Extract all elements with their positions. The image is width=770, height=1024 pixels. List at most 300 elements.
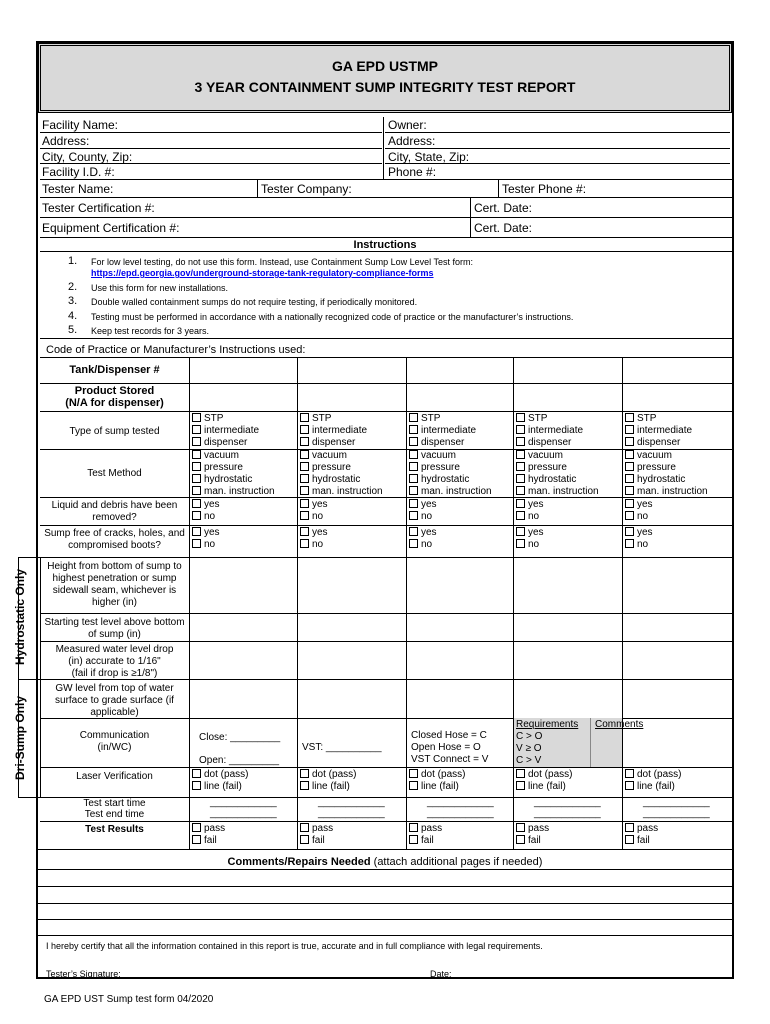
sump-type-option[interactable] xyxy=(192,437,259,449)
sump-free-option[interactable] xyxy=(192,527,220,539)
liquid-removed-option[interactable] xyxy=(625,511,653,523)
laser-group xyxy=(409,769,465,793)
sump-free-group xyxy=(516,527,544,551)
comments-title: Comments xyxy=(595,719,644,730)
liquid-removed-option[interactable] xyxy=(300,499,328,511)
checkbox[interactable] xyxy=(625,413,634,422)
sump-type-group xyxy=(300,413,367,449)
instruction-text: For low level testing, do not use this form. Instead, use Containment Sump Low Level Test form: xyxy=(91,257,474,267)
sump-free-option[interactable] xyxy=(409,527,437,539)
option-label: pressure xyxy=(312,462,351,473)
checkbox[interactable] xyxy=(300,835,309,844)
test-method-option[interactable] xyxy=(192,450,275,462)
laser-option[interactable] xyxy=(516,769,572,781)
test-result-option[interactable] xyxy=(625,835,658,847)
option-label: intermediate xyxy=(528,425,584,436)
facility-name-field[interactable]: Facility Name: xyxy=(42,118,119,132)
option-label: no xyxy=(421,539,433,550)
option-label: fail xyxy=(421,835,434,846)
test-method-group xyxy=(516,450,599,498)
option-label: no xyxy=(637,539,649,550)
sump-free-option[interactable] xyxy=(300,527,328,539)
checkbox[interactable] xyxy=(516,527,525,536)
option-label: fail xyxy=(637,835,650,846)
checkbox[interactable] xyxy=(192,474,201,483)
checkbox[interactable] xyxy=(516,462,525,471)
row-label-tank: Tank/Dispenser # xyxy=(69,364,160,376)
row-label-product: Product Stored xyxy=(74,385,155,397)
checkbox[interactable] xyxy=(192,462,201,471)
instructions-title: Instructions xyxy=(353,239,417,251)
option-label: man. instruction xyxy=(421,486,492,497)
liquid-removed-group xyxy=(516,499,544,523)
sump-free-option[interactable] xyxy=(192,539,220,551)
test-method-group xyxy=(409,450,492,498)
test-result-option[interactable] xyxy=(625,823,658,835)
sump-free-group xyxy=(300,527,328,551)
liquid-removed-group xyxy=(300,499,328,523)
start-time-field[interactable]: ____________ xyxy=(318,797,385,808)
legend-open-hose: Open Hose = O xyxy=(411,742,481,753)
test-method-option[interactable] xyxy=(516,474,599,486)
laser-option[interactable] xyxy=(625,781,681,793)
option-label: yes xyxy=(421,499,437,510)
test-method-option[interactable] xyxy=(409,462,492,474)
divider xyxy=(385,148,730,149)
sump-free-group xyxy=(409,527,437,551)
end-time-field[interactable]: ____________ xyxy=(210,808,277,819)
option-label: STP xyxy=(528,413,548,424)
test-method-option[interactable] xyxy=(409,474,492,486)
divider xyxy=(40,163,382,164)
liquid-removed-group xyxy=(625,499,653,523)
option-label: yes xyxy=(528,527,544,538)
forms-link[interactable]: https://epd.georgia.gov/underground-storage-tank-regulatory-compliance-forms xyxy=(91,268,434,278)
checkbox[interactable] xyxy=(625,769,634,778)
divider xyxy=(383,117,384,179)
option-label: hydrostatic xyxy=(637,474,686,485)
checkbox[interactable] xyxy=(625,486,634,495)
checkbox[interactable] xyxy=(409,835,418,844)
row-label-liquid-2: removed? xyxy=(92,512,137,523)
end-time-field[interactable]: ____________ xyxy=(318,808,385,819)
instruction-num: 3. xyxy=(68,295,78,307)
checkbox[interactable] xyxy=(409,781,418,790)
test-result-option[interactable] xyxy=(192,835,225,847)
sump-type-option[interactable] xyxy=(300,425,367,437)
sump-type-option[interactable] xyxy=(516,425,583,437)
liquid-removed-option[interactable] xyxy=(409,511,437,523)
checkbox[interactable] xyxy=(300,425,309,434)
test-method-option[interactable] xyxy=(625,474,708,486)
hydrostatic-only-label: Hydrostatic Only xyxy=(13,568,27,666)
option-label: dot (pass) xyxy=(421,769,466,780)
test-method-option[interactable] xyxy=(625,486,708,498)
sump-free-option[interactable] xyxy=(625,539,653,551)
option-label: man. instruction xyxy=(204,486,275,497)
divider xyxy=(40,357,732,358)
owner-phone-field[interactable]: Phone #: xyxy=(388,165,437,179)
option-label: vacuum xyxy=(528,450,564,461)
option-label: line (fail) xyxy=(528,781,566,792)
option-label: intermediate xyxy=(312,425,368,436)
checkbox[interactable] xyxy=(300,769,309,778)
checkbox[interactable] xyxy=(300,781,309,790)
checkbox[interactable] xyxy=(192,499,201,508)
divider xyxy=(385,163,730,164)
checkbox[interactable] xyxy=(516,539,525,548)
end-time-field[interactable]: ____________ xyxy=(534,808,601,819)
row-label-start-level: Starting test level above bottom xyxy=(44,617,185,628)
checkbox[interactable] xyxy=(300,823,309,832)
divider xyxy=(40,251,732,252)
sump-type-option[interactable] xyxy=(300,413,367,425)
checkbox[interactable] xyxy=(409,450,418,459)
tester-company-field[interactable]: Tester Company: xyxy=(261,182,352,196)
test-method-group xyxy=(625,450,708,498)
option-label: yes xyxy=(421,527,437,538)
row-label-test-results: Test Results xyxy=(85,824,144,835)
row-label-sump-free: Sump free of cracks, holes, and xyxy=(44,528,185,539)
comments-heading-bold: Comments/Repairs Needed xyxy=(227,856,371,868)
test-result-group xyxy=(516,823,549,847)
test-method-option[interactable] xyxy=(516,450,599,462)
checkbox[interactable] xyxy=(516,781,525,790)
checkbox[interactable] xyxy=(409,539,418,548)
checkbox[interactable] xyxy=(192,413,201,422)
liquid-removed-option[interactable] xyxy=(409,499,437,511)
laser-group xyxy=(625,769,681,793)
option-label: no xyxy=(204,511,216,522)
laser-option[interactable] xyxy=(409,769,465,781)
test-result-option[interactable] xyxy=(409,823,442,835)
option-label: yes xyxy=(637,499,653,510)
sump-free-group xyxy=(192,527,220,551)
test-result-option[interactable] xyxy=(516,835,549,847)
open-field[interactable]: Open: _________ xyxy=(199,755,280,766)
test-method-option[interactable] xyxy=(409,486,492,498)
laser-option[interactable] xyxy=(192,781,248,793)
option-label: yes xyxy=(204,527,220,538)
option-label: dispenser xyxy=(637,437,681,448)
test-method-option[interactable] xyxy=(516,486,599,498)
date-label: Date: xyxy=(430,969,452,979)
checkbox[interactable] xyxy=(192,425,201,434)
checkbox[interactable] xyxy=(409,769,418,778)
option-label: pass xyxy=(421,823,443,834)
sump-type-option[interactable] xyxy=(625,437,692,449)
checkbox[interactable] xyxy=(516,486,525,495)
requirements-title: Requirements xyxy=(516,719,579,730)
checkbox[interactable] xyxy=(192,539,201,548)
option-label: no xyxy=(528,539,540,550)
sump-type-group xyxy=(409,413,476,449)
checkbox[interactable] xyxy=(516,511,525,520)
test-result-option[interactable] xyxy=(516,823,549,835)
checkbox[interactable] xyxy=(409,437,418,446)
option-label: vacuum xyxy=(421,450,457,461)
instruction-text: Testing must be performed in accordance with a nationally recognized code of practice or the manufacturer’s instructions. xyxy=(91,312,574,322)
close-field[interactable]: Close: _________ xyxy=(199,732,281,743)
checkbox[interactable] xyxy=(625,450,634,459)
checkbox[interactable] xyxy=(625,781,634,790)
row-label-end-time: Test end time xyxy=(84,809,145,820)
signature-line[interactable] xyxy=(135,977,355,978)
liquid-removed-option[interactable] xyxy=(625,499,653,511)
option-label: intermediate xyxy=(637,425,693,436)
laser-option[interactable] xyxy=(625,769,681,781)
checkbox[interactable] xyxy=(300,474,309,483)
laser-option[interactable] xyxy=(300,781,356,793)
divider xyxy=(40,148,382,149)
sump-free-option[interactable] xyxy=(409,539,437,551)
divider xyxy=(38,935,732,936)
checkbox[interactable] xyxy=(516,425,525,434)
laser-option[interactable] xyxy=(300,769,356,781)
sump-type-option[interactable] xyxy=(192,425,259,437)
row-label-drop: Measured water level drop xyxy=(55,644,174,655)
owner-city-field[interactable]: City, State, Zip: xyxy=(388,150,470,164)
row-label-height: Height from bottom of sump to xyxy=(47,561,182,572)
checkbox[interactable] xyxy=(192,527,201,536)
checkbox[interactable] xyxy=(300,437,309,446)
sump-type-group xyxy=(516,413,583,449)
signature-label: Tester’s Signature: xyxy=(46,969,121,979)
sump-type-option[interactable] xyxy=(409,437,476,449)
test-method-option[interactable] xyxy=(192,486,275,498)
checkbox[interactable] xyxy=(516,499,525,508)
header-agency: GA EPD USTMP xyxy=(331,58,439,74)
checkbox[interactable] xyxy=(516,835,525,844)
test-method-option[interactable] xyxy=(192,462,275,474)
instruction-text: Keep test records for 3 years. xyxy=(91,326,210,336)
option-label: yes xyxy=(204,499,220,510)
requirement-3: C > V xyxy=(516,755,542,766)
option-label: vacuum xyxy=(637,450,673,461)
start-time-field[interactable]: ____________ xyxy=(427,797,494,808)
start-time-field[interactable]: ____________ xyxy=(643,797,710,808)
checkbox[interactable] xyxy=(409,527,418,536)
sump-type-option[interactable] xyxy=(625,425,692,437)
row-label-sump-type: Type of sump tested xyxy=(69,426,160,437)
row-label-liquid: Liquid and debris have been xyxy=(51,500,178,511)
checkbox[interactable] xyxy=(300,450,309,459)
checkbox[interactable] xyxy=(516,413,525,422)
option-label: pressure xyxy=(637,462,676,473)
row-label-communication: Communication xyxy=(79,730,150,741)
checkbox[interactable] xyxy=(300,511,309,520)
option-label: fail xyxy=(528,835,541,846)
test-method-option[interactable] xyxy=(516,462,599,474)
sump-type-option[interactable] xyxy=(192,413,259,425)
divider xyxy=(38,869,732,870)
divider xyxy=(40,132,382,133)
code-of-practice-field[interactable]: Code of Practice or Manufacturer’s Instructions used: xyxy=(46,344,306,356)
checkbox[interactable] xyxy=(625,474,634,483)
test-result-option[interactable] xyxy=(409,835,442,847)
checkbox[interactable] xyxy=(300,539,309,548)
liquid-removed-option[interactable] xyxy=(192,511,220,523)
test-result-option[interactable] xyxy=(192,823,225,835)
equipment-cert-date-field[interactable]: Cert. Date: xyxy=(474,221,533,235)
divider xyxy=(498,179,499,197)
option-label: no xyxy=(637,511,649,522)
test-result-option[interactable] xyxy=(300,835,333,847)
sump-free-option[interactable] xyxy=(516,539,544,551)
comments-heading-note: (attach additional pages if needed) xyxy=(370,856,543,868)
option-label: pass xyxy=(528,823,550,834)
checkbox[interactable] xyxy=(625,425,634,434)
checkbox[interactable] xyxy=(300,527,309,536)
option-label: no xyxy=(312,511,324,522)
sump-free-option[interactable] xyxy=(625,527,653,539)
checkbox[interactable] xyxy=(409,413,418,422)
checkbox[interactable] xyxy=(192,511,201,520)
checkbox[interactable] xyxy=(409,425,418,434)
checkbox[interactable] xyxy=(192,781,201,790)
test-result-group xyxy=(409,823,442,847)
checkbox[interactable] xyxy=(192,835,201,844)
checkbox[interactable] xyxy=(409,823,418,832)
checkbox[interactable] xyxy=(300,413,309,422)
divider xyxy=(40,179,732,180)
checkbox[interactable] xyxy=(409,511,418,520)
option-label: hydrostatic xyxy=(204,474,253,485)
liquid-removed-option[interactable] xyxy=(192,499,220,511)
liquid-removed-option[interactable] xyxy=(516,499,544,511)
option-label: fail xyxy=(312,835,325,846)
checkbox[interactable] xyxy=(516,474,525,483)
divider xyxy=(590,718,591,767)
test-method-option[interactable] xyxy=(409,450,492,462)
liquid-removed-group xyxy=(192,499,220,523)
checkbox[interactable] xyxy=(625,823,634,832)
test-result-option[interactable] xyxy=(300,823,333,835)
tester-name-field[interactable]: Tester Name: xyxy=(42,182,114,196)
test-method-option[interactable] xyxy=(625,462,708,474)
end-time-field[interactable]: ____________ xyxy=(427,808,494,819)
test-result-group xyxy=(625,823,658,847)
checkbox[interactable] xyxy=(409,474,418,483)
option-label: vacuum xyxy=(312,450,348,461)
sump-type-option[interactable] xyxy=(300,437,367,449)
checkbox[interactable] xyxy=(516,450,525,459)
checkbox[interactable] xyxy=(192,769,201,778)
checkbox[interactable] xyxy=(192,486,201,495)
test-result-group xyxy=(192,823,225,847)
checkbox[interactable] xyxy=(625,527,634,536)
checkbox[interactable] xyxy=(516,437,525,446)
checkbox[interactable] xyxy=(192,823,201,832)
liquid-removed-option[interactable] xyxy=(516,511,544,523)
option-label: intermediate xyxy=(421,425,477,436)
option-label: dot (pass) xyxy=(204,769,249,780)
divider xyxy=(385,132,730,133)
checkbox[interactable] xyxy=(409,486,418,495)
start-time-field[interactable]: ____________ xyxy=(210,797,277,808)
test-method-option[interactable] xyxy=(300,474,383,486)
option-label: yes xyxy=(312,527,328,538)
sump-free-option[interactable] xyxy=(300,539,328,551)
test-method-option[interactable] xyxy=(192,474,275,486)
facility-address-field[interactable]: Address: xyxy=(42,134,90,148)
laser-option[interactable] xyxy=(409,781,465,793)
laser-option[interactable] xyxy=(516,781,572,793)
requirement-1: C > O xyxy=(516,731,543,742)
option-label: no xyxy=(312,539,324,550)
test-method-option[interactable] xyxy=(300,450,383,462)
sump-type-option[interactable] xyxy=(625,413,692,425)
sump-type-option[interactable] xyxy=(409,425,476,437)
checkbox[interactable] xyxy=(516,769,525,778)
facility-city-field[interactable]: City, County, Zip: xyxy=(42,150,133,164)
sump-type-option[interactable] xyxy=(516,437,583,449)
checkbox[interactable] xyxy=(300,486,309,495)
option-label: dispenser xyxy=(312,437,356,448)
liquid-removed-option[interactable] xyxy=(300,511,328,523)
vst-field[interactable]: VST: __________ xyxy=(302,742,382,753)
tester-cert-field[interactable]: Tester Certification #: xyxy=(42,201,155,215)
divider xyxy=(40,197,732,198)
checkbox[interactable] xyxy=(516,823,525,832)
date-line[interactable] xyxy=(456,977,580,978)
checkbox[interactable] xyxy=(625,511,634,520)
checkbox[interactable] xyxy=(625,437,634,446)
facility-id-field[interactable]: Facility I.D. #: xyxy=(42,165,115,179)
equipment-cert-field[interactable]: Equipment Certification #: xyxy=(42,221,180,235)
option-label: intermediate xyxy=(204,425,260,436)
checkbox[interactable] xyxy=(300,499,309,508)
checkbox[interactable] xyxy=(409,499,418,508)
option-label: STP xyxy=(204,413,224,424)
form-header xyxy=(38,43,732,113)
sump-free-option[interactable] xyxy=(516,527,544,539)
option-label: vacuum xyxy=(204,450,240,461)
option-label: pass xyxy=(637,823,659,834)
instruction-text: Double walled containment sumps do not require testing, if periodically monitored. xyxy=(91,297,418,307)
checkbox[interactable] xyxy=(409,462,418,471)
sump-type-group xyxy=(192,413,259,449)
owner-field[interactable]: Owner: xyxy=(388,118,427,132)
option-label: no xyxy=(204,539,216,550)
start-time-field[interactable]: ____________ xyxy=(534,797,601,808)
checkbox[interactable] xyxy=(192,450,201,459)
tester-cert-date-field[interactable]: Cert. Date: xyxy=(474,201,533,215)
test-method-option[interactable] xyxy=(300,462,383,474)
tester-phone-field[interactable]: Tester Phone #: xyxy=(502,182,587,196)
sump-type-option[interactable] xyxy=(409,413,476,425)
option-label: line (fail) xyxy=(204,781,242,792)
checkbox[interactable] xyxy=(625,539,634,548)
laser-group xyxy=(516,769,572,793)
option-label: pass xyxy=(312,823,334,834)
checkbox[interactable] xyxy=(300,462,309,471)
instruction-num: 4. xyxy=(68,310,78,322)
test-method-option[interactable] xyxy=(625,450,708,462)
owner-address-field[interactable]: Address: xyxy=(388,134,436,148)
test-method-option[interactable] xyxy=(300,486,383,498)
checkbox[interactable] xyxy=(625,462,634,471)
checkbox[interactable] xyxy=(625,835,634,844)
checkbox[interactable] xyxy=(625,499,634,508)
sump-type-option[interactable] xyxy=(516,413,583,425)
instruction-num: 2. xyxy=(68,281,78,293)
option-label: dispenser xyxy=(204,437,248,448)
laser-option[interactable] xyxy=(192,769,248,781)
checkbox[interactable] xyxy=(192,437,201,446)
end-time-field[interactable]: ____________ xyxy=(643,808,710,819)
divider xyxy=(40,338,732,339)
